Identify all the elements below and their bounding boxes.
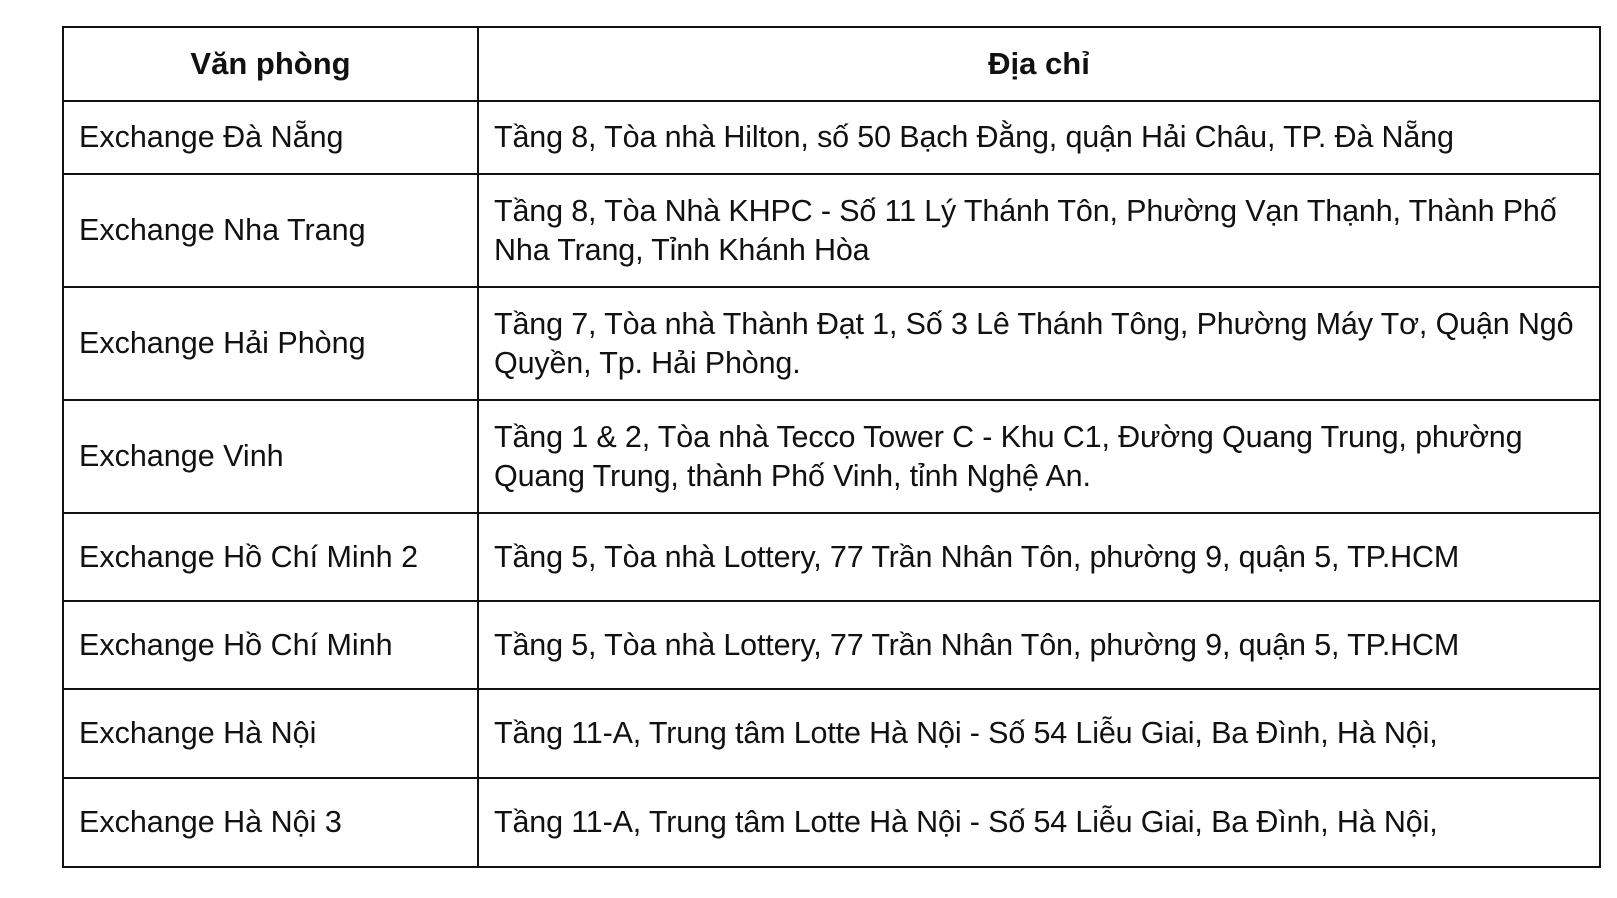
address-cell: Tầng 5, Tòa nhà Lottery, 77 Trần Nhân Tôn, phường 9, quận 5, TP.HCM [478, 513, 1600, 601]
office-name-cell: Exchange Hồ Chí Minh 2 [63, 513, 478, 601]
table-row [63, 513, 1600, 601]
address-cell: Tầng 8, Tòa nhà Hilton, số 50 Bạch Đằng, quận Hải Châu, TP. Đà Nẵng [478, 101, 1600, 174]
office-name-cell: Exchange Hà Nội [63, 689, 478, 778]
office-name-cell: Exchange Hồ Chí Minh [63, 601, 478, 689]
table-row [63, 778, 1600, 867]
header-row [63, 27, 1600, 101]
table-row [63, 101, 1600, 174]
office-name-cell: Exchange Hà Nội 3 [63, 778, 478, 867]
office-name-cell: Exchange Vinh [63, 400, 478, 513]
table-header [63, 27, 1600, 101]
table-row [63, 601, 1600, 689]
address-cell: Tầng 8, Tòa Nhà KHPC - Số 11 Lý Thánh Tôn, Phường Vạn Thạnh, Thành Phố Nha Trang, Tỉnh Khánh Hòa [478, 174, 1600, 287]
office-name-cell: Exchange Đà Nẵng [63, 101, 478, 174]
column-header-address: Địa chỉ [478, 27, 1600, 101]
address-cell: Tầng 1 & 2, Tòa nhà Tecco Tower C - Khu C1, Đường Quang Trung, phường Quang Trung, thành Phố Vinh, tỉnh Nghệ An. [478, 400, 1600, 513]
table-body [63, 101, 1600, 867]
table-row [63, 400, 1600, 513]
table-row [63, 689, 1600, 778]
address-cell: Tầng 7, Tòa nhà Thành Đạt 1, Số 3 Lê Thánh Tông, Phường Máy Tơ, Quận Ngô Quyền, Tp. Hải Phòng. [478, 287, 1600, 400]
table-row [63, 287, 1600, 400]
office-name-cell: Exchange Nha Trang [63, 174, 478, 287]
table-row [63, 174, 1600, 287]
office-name-cell: Exchange Hải Phòng [63, 287, 478, 400]
address-cell: Tầng 5, Tòa nhà Lottery, 77 Trần Nhân Tôn, phường 9, quận 5, TP.HCM [478, 601, 1600, 689]
column-header-office: Văn phòng [63, 27, 478, 101]
address-cell: Tầng 11-A, Trung tâm Lotte Hà Nội - Số 54 Liễu Giai, Ba Đình, Hà Nội, [478, 778, 1600, 867]
office-address-table [62, 26, 1601, 868]
address-cell: Tầng 11-A, Trung tâm Lotte Hà Nội - Số 54 Liễu Giai, Ba Đình, Hà Nội, [478, 689, 1600, 778]
